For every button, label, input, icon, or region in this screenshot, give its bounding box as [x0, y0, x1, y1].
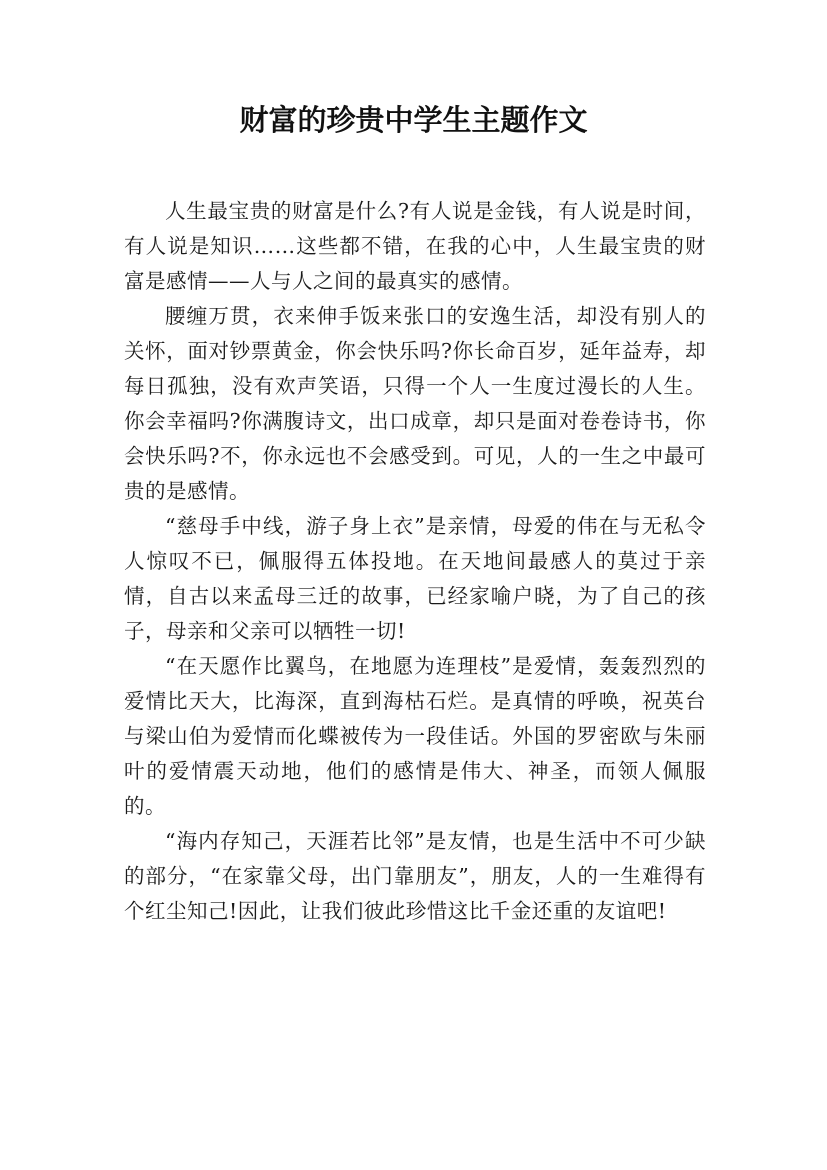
document-body	[124, 194, 706, 929]
paragraph-5: “海内存知己，天涯若比邻”是友情，也是生活中不可少缺的部分，“在家靠父母，出门靠朋友”，朋友，人的一生难得有个红尘知己!因此，让我们彼此珍惜这比千金还重的友谊吧!	[124, 829, 706, 923]
document-title: 财富的珍贵中学生主题作文	[239, 103, 588, 137]
paragraph-3: “慈母手中线，游子身上衣”是亲情，母爱的伟在与无私令人惊叹不已，佩服得五体投地。在天地间最感人的莫过于亲情，自古以来孟母三迁的故事，已经家喻户晓，为了自己的孩子，母亲和父亲可以牺牲一切!	[124, 514, 706, 643]
paragraph-1: 人生最宝贵的财富是什么?有人说是金钱，有人说是时间，有人说是知识……这些都不错，在我的心中，人生最宝贵的财富是感情——人与人之间的最真实的感情。	[124, 199, 706, 293]
paragraph-2: 腰缠万贯，衣来伸手饭来张口的安逸生活，却没有别人的关怀，面对钞票黄金，你会快乐吗?你长命百岁，延年益寿，却每日孤独，没有欢声笑语，只得一个人一生度过漫长的人生。你会幸福吗?你满腹诗文，出口成章，却只是面对卷卷诗书，你会快乐吗?不，你永远也不会感受到。可见，人的一生之中最可贵的是感情。	[124, 304, 706, 503]
paragraph-4: “在天愿作比翼鸟，在地愿为连理枝”是爱情，轰轰烈烈的爱情比天大，比海深，直到海枯石烂。是真情的呼唤，祝英台与梁山伯为爱情而化蝶被传为一段佳话。外国的罗密欧与朱丽叶的爱情震天动地，他们的感情是伟大、神圣，而领人佩服的。	[124, 654, 706, 818]
